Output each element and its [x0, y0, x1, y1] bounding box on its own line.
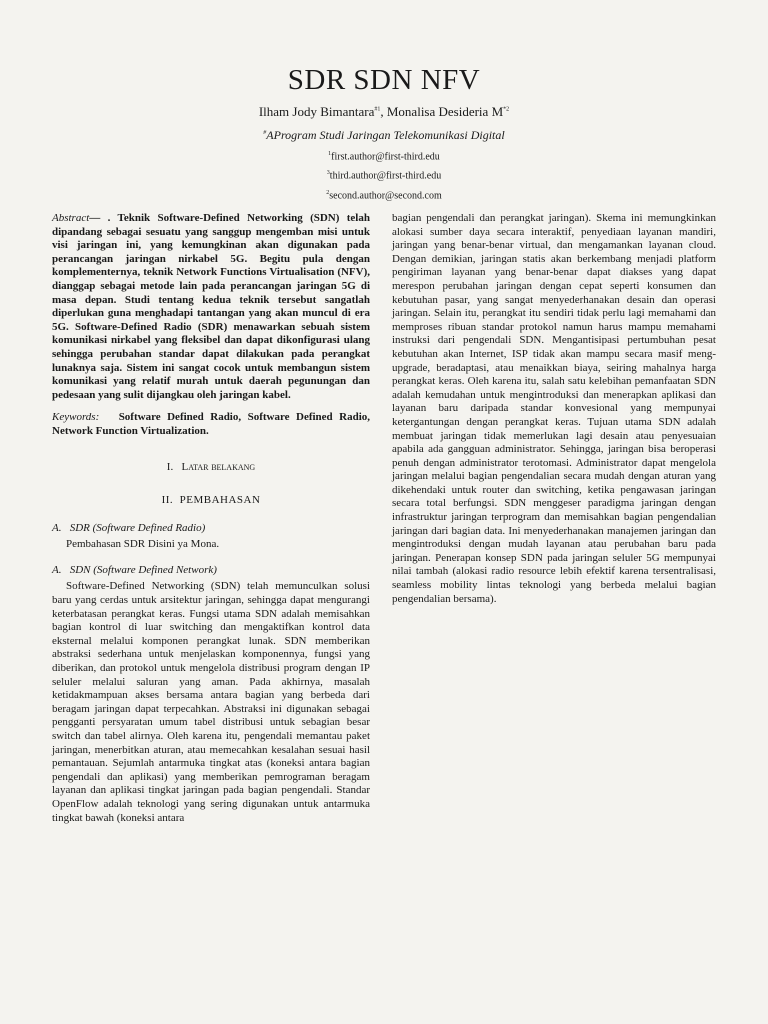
affiliation [0, 128, 768, 143]
right-column [392, 212, 716, 606]
subsection-sdr-heading [52, 522, 370, 536]
keywords [52, 411, 370, 438]
section-1-number: I. [166, 460, 174, 473]
section-1-heading [52, 461, 370, 475]
subsection-sdn-text: Software-Defined Networking (SDN) telah memunculkan solusi baru yang cerdas untuk arsitektur jaringan, sehingga dapat mengurangi keterbatasan perangkat keras. Fungsi utama SDN adalah memisahkan bagian kontrol di luar switching dan mengaktifkan kontrol data eksternal melalui komponen perangkat lunak. SDN memberikan abstraksi sederhana untuk menjelaskan komponennya, fungsi yang diberikan, dan protokol untuk mengelola distribusi program dengan IP seluler melalui saluran yang aman. Pada akhirnya, masalah ketidakmampuan akses bersama antara bagian yang berbeda dari beragam jaringan dapat terpecahkan. Abstraksi ini digunakan sebagai pengganti persyaratan umum tabel distribusi untuk sebagian besar switch dan tabel alirnya. Oleh karena itu, pengendali memantau paket jaringan, menerbitkan aturan, atau memecahkan kesalahan sesuai hasil pemantauan. Sejumlah antarmuka tingkat atas (koneksi antara bagian pengendali dan aplikasi) yang memberikan pemrograman beragam layanan dan aplikasi tingkat jaringan pada bagian pengendali. Standar OpenFlow adalah teknologi yang sering digunakan untuk antarmuka tingkat bawah (koneksi antara [52, 580, 370, 824]
abstract-dash: — . [89, 212, 118, 224]
subsection-sdn-heading [52, 564, 370, 578]
subsection-sdn-title: SDN (Software Defined Network) [69, 563, 217, 576]
section-2-title: PEMBAHASAN [179, 494, 261, 507]
author-1-name: Ilham Jody Bimantara [258, 104, 375, 119]
email-3 [0, 185, 768, 204]
subsection-sdr-text: Pembahasan SDR Disini ya Mona. [66, 538, 220, 551]
section-2-number: II. [161, 494, 174, 507]
email-1-text: first.author@first-third.edu [331, 151, 440, 163]
keywords-text: Software Defined Radio, Software Defined Radio, Network Function Virtualization. [52, 411, 371, 437]
abstract-label: Abstract [52, 212, 90, 224]
author-2-mark: *2 [503, 106, 510, 113]
subsection-sdr-label: A. [52, 521, 62, 534]
author-line [0, 104, 768, 120]
email-2-mark: 3 [326, 170, 330, 177]
email-1-mark: 1 [328, 151, 332, 157]
affiliation-text: AProgram Studi Jaringan Telekomunikasi Digital [266, 128, 505, 142]
author-1-mark: #1 [374, 106, 381, 113]
email-2-text: third.author@first-third.edu [329, 170, 442, 182]
email-3-text: second.author@second.com [329, 189, 442, 201]
left-column [52, 212, 370, 837]
author-2-name: Monalisa Desideria M [386, 104, 504, 119]
author-separator: , [380, 104, 387, 119]
subsection-sdn-label: A. [52, 563, 62, 576]
keywords-label: Keywords: [52, 411, 100, 424]
email-2 [0, 165, 768, 184]
section-2-heading [52, 494, 370, 508]
email-list [0, 146, 768, 204]
paper-title: SDR SDN NFV [287, 64, 481, 96]
abstract-text: Teknik Software-Defined Networking (SDN) telah dipandang sebagai sesuatu yang sanggup mengemban misi untuk visi jaringan ini, yang kemungkinan akan digunakan pada perancangan jaringan nirkabel 5G. Begitu pula dengan komplementernya, teknik Network Functions Virtualisation (NFV), dianggap sebagai metode lain pada perancangan jaringan 5G di masa depan. Studi tentang kedua teknik tersebut sangatlah diperlukan guna menghadapi tantangan yang akan muncul di era 5G. Software-Defined Radio (SDR) menawarkan sebuah sistem komunikasi nirkabel yang fleksibel dan dapat dikonfigurasi ulang sehingga perubahan standar dapat dilakukan pada perangkat lunaknya saja. Sistem ini sangat cocok untuk membangun sistem komunikasi yang relatif murah untuk daerah pegunungan dan pedesaan yang sulit dijangkau oleh jaringan kabel. [52, 212, 370, 401]
affiliation-mark: # [263, 130, 267, 136]
right-column-text: bagian pengendali dan perangkat jaringan). Skema ini memungkinkan alokasi sumber daya secara interaktif, penyediaan layanan mandiri, jaringan yang benar-benar virtual, dan mengamankan layanan cloud. Dengan demikian, jaringan statis akan berkembang menjadi platform pengiriman layanan yang benar-benar dapat diakses yang dapat merespon perubahan jaringan dengan cepat seperti konsumen dan kebutuhan pasar, yang sangat menyederhanakan desain dan operasi jaringan. Selain itu, perangkat itu sendiri tidak perlu lagi memahami dan memproses ribuan standar protokol namun harus mampu memahami instruksi dari pengendali SDN. Mengantisipasi pertumbuhan pesat kebutuhan akan Internet, ISP tidak akan mampu secara masif meng-upgrade, beradaptasi, atau menaikkan biaya, seiring mahalnya harga perangkat keras. Oleh karena itu, salah satu kelebihan pemanfaatan SDN adalah kemudahan untuk mengintroduksi dan menerapkan aplikasi dan layanan baru daripada standar konvesional yang mempunyai ketergantungan dengan perangkat keras. Tujuan utama SDN adalah membuat jaringan tidak memerlukan lagi desain atau penyesuaian apabila ada gangguan administrator. Sehingga, jaringan bisa beroperasi penuh dengan administrator terotomasi. Administrator dapat mengelola jaringan melalui bagian pengendalian secara mudah dengan aturan yang dikehendaki untuk router dan switching, ketika pengawasan jaringan secara total berfungsi. SDN menggeser paradigma jaringan dengan infrastruktur jaringan terprogram dan memisahkan bagian pengendalian jaringan dari bagian data. Ini menyederhanakan manajemen jaringan dan mengintroduksi dengan mudah layanan atau perubahan baru pada jaringan. Penerapan konsep SDN pada jaringan seluler 5G mempunyai nilai tambah (alokasi radio resource lebih efektif karena tersentralisasi, seamless mobility lintas teknologi yang berbeda melalui bagian pengendalian bersama). [392, 212, 716, 605]
abstract [52, 212, 370, 402]
email-3-mark: 2 [326, 189, 330, 196]
section-1-title: Latar belakang [181, 460, 256, 473]
subsection-sdr-title: SDR (Software Defined Radio) [69, 521, 206, 534]
email-1 [0, 146, 768, 165]
